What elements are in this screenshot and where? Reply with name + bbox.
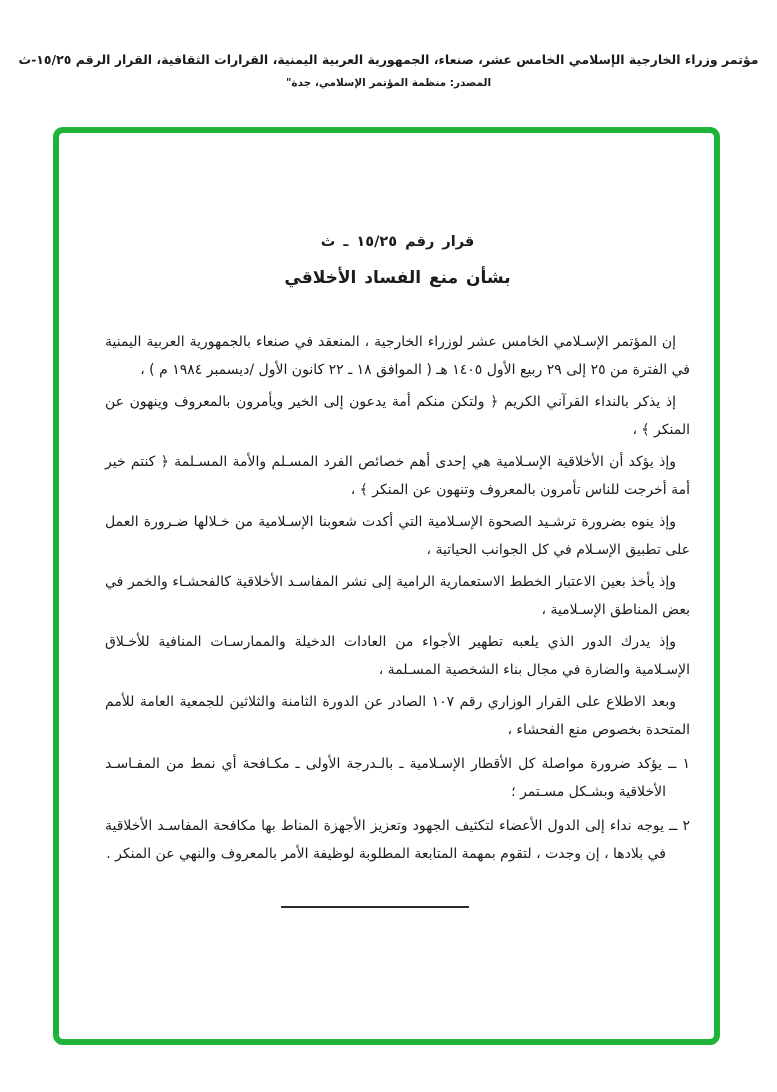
document-header-title: مؤتمر وزراء الخارجية الإسلامي الخامس عشر، صنعاء، الجمهورية العربية اليمنية، القرارات الثقافية، القرار الرقم ١٥/٢٥-ث	[18, 52, 759, 67]
operative-item: ١ ــ يؤكد ضرورة مواصلة كل الأقطار الإسـلامية ـ بالـدرجة الأولى ـ مكـافحة أي نمط من المفـاسـد الأخلاقية وبشـكل مسـتمر ؛	[105, 756, 690, 800]
preamble-paragraph: وإذ ينوه بضرورة ترشـيد الصحوة الإسـلامية التي أكدت شعوبنا الإسـلامية من خـلالها ضـرورة العمل على تطبيق الإسـلام في كل الجوانب الحياتية ،	[105, 514, 690, 558]
end-of-text-divider	[281, 906, 469, 908]
preamble-paragraph: إذ يذكر بالنداء القرآني الكريم ﴿ ولتكن منكم أمة يدعون إلى الخير ويأمرون بالمعروف وينهون عن المنكر ﴾ ،	[105, 394, 690, 438]
preamble-paragraph: وإذ يؤكد أن الأخلاقية الإسـلامية هي إحدى أهم خصائص الفرد المسـلم والأمة المسـلمة ﴿ كنتم خير أمة أخرجت للناس تأمرون بالمعروف وتنهون عن المنكر ﴾ ،	[105, 454, 690, 498]
preamble-paragraph: وإذ يأخذ بعين الاعتبار الخطط الاستعمارية الرامية إلى نشر المفاسـد الأخلاقية كالفحشـاء والخمر في بعض المناطق الإسـلامية ،	[105, 574, 690, 618]
operative-item: ٢ ــ يوجه نداء إلى الدول الأعضاء لتكثيف الجهود وتعزيز الأجهزة المناط بها مكافحة المفاسـد الأخلاقية في بلادها ، إن وجدت ، لتقوم بمهمة المتابعة المطلوبة لوظيفة الأمر بالمعروف والنهي عن المنكر .	[105, 818, 690, 862]
preamble-paragraph: وإذ يدرك الدور الذي يلعبه تطهير الأجواء من العادات الدخيلة والممارسـات المنافية للأخـلاق الإسـلامية والضارة في مجال بناء الشخصية المسـلمة ،	[105, 634, 690, 678]
document-header-source: المصدر: منظمة المؤتمر الإسلامي، جدة"	[285, 77, 492, 89]
document-frame	[53, 127, 720, 1045]
preamble-paragraph: إن المؤتمر الإسـلامي الخامس عشر لوزراء الخارجية ، المنعقد في صنعاء بالجمهورية العربية اليمنية في الفترة من ٢٥ إلى ٢٩ ربيع الأول ١٤٠٥ هـ ( الموافق ١٨ ـ ٢٢ كانون الأول /ديسمبر ١٩٨٤ م ) ،	[105, 334, 690, 378]
document-header	[0, 52, 777, 89]
resolution-number: قرار رقم ١٥/٢٥ ـ ث	[320, 234, 475, 250]
preamble-paragraph: وبعد الاطلاع على القرار الوزاري رقم ١٠٧ الصادر عن الدورة الثامنة والثلاثين للجمعية العامة للأمم المتحدة بخصوص منع الفحشاء ،	[105, 694, 690, 738]
resolution-subject: بشأن منع الفساد الأخلاقي	[284, 268, 511, 288]
